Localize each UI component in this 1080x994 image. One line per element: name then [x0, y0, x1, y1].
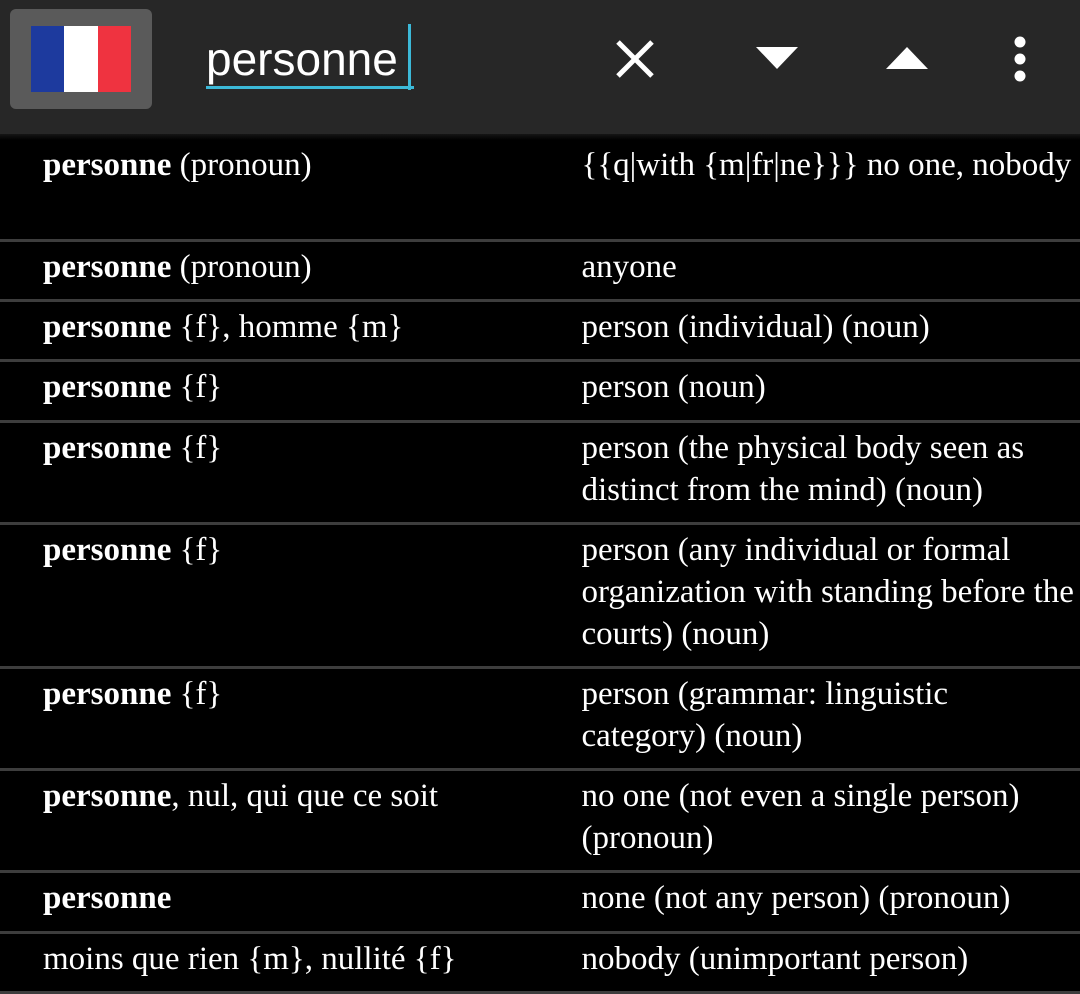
french-term: [0, 144, 539, 239]
english-translation: nobody (unimportant person): [539, 938, 1080, 991]
term-details: , nul, qui que ce soit: [171, 778, 438, 814]
english-translation: person (the physical body seen as distinct from the mind) (noun): [539, 427, 1080, 522]
french-term: [0, 938, 539, 991]
search-input[interactable]: [206, 30, 416, 88]
french-term: [0, 366, 539, 420]
term-details: {f}: [171, 369, 222, 405]
english-translation: person (any individual or formal organization with standing before the courts) (noun): [539, 529, 1080, 666]
results-list: [0, 140, 1080, 994]
chevron-up-icon: [886, 47, 928, 71]
english-translation: none (not any person) (pronoun): [539, 877, 1080, 931]
term-details: {f}, homme {m}: [171, 309, 403, 345]
result-row[interactable]: [0, 140, 1080, 242]
search-underline: [206, 86, 414, 89]
result-row[interactable]: [0, 771, 1080, 873]
matched-term: personne: [43, 430, 171, 466]
result-row[interactable]: [0, 362, 1080, 423]
overflow-menu-button[interactable]: [985, 24, 1055, 94]
french-term: [0, 427, 539, 522]
french-term: [0, 306, 539, 359]
chevron-down-icon: [756, 47, 798, 71]
result-row[interactable]: [0, 525, 1080, 669]
french-term: [0, 529, 539, 666]
language-switch-button[interactable]: [10, 9, 152, 109]
english-translation: anyone: [539, 246, 1080, 299]
top-toolbar: [0, 0, 1080, 134]
clear-search-button[interactable]: [600, 24, 670, 94]
french-term: [0, 673, 539, 768]
matched-term: personne: [43, 309, 171, 345]
english-translation: person (noun): [539, 366, 1080, 420]
english-translation: person (grammar: linguistic category) (noun): [539, 673, 1080, 768]
more-vert-icon: [1013, 36, 1027, 82]
term-details: moins que rien {m}, nullité {f}: [43, 941, 456, 977]
result-row[interactable]: [0, 423, 1080, 525]
search-field[interactable]: [206, 30, 416, 90]
french-term: [0, 775, 539, 870]
matched-term: personne: [43, 249, 171, 285]
result-row[interactable]: [0, 669, 1080, 771]
france-flag-icon: [31, 26, 131, 92]
english-translation: {{q|with {m|fr|ne}}} no one, nobody: [539, 144, 1080, 239]
matched-term: personne: [43, 369, 171, 405]
matched-term: personne: [43, 532, 171, 568]
matched-term: personne: [43, 676, 171, 712]
french-term: [0, 877, 539, 931]
matched-term: personne: [43, 880, 171, 916]
next-result-button[interactable]: [742, 24, 812, 94]
term-details: (pronoun): [171, 147, 311, 183]
previous-result-button[interactable]: [872, 24, 942, 94]
term-details: {f}: [171, 676, 222, 712]
english-translation: person (individual) (noun): [539, 306, 1080, 359]
text-cursor: [408, 24, 411, 90]
french-term: [0, 246, 539, 299]
english-translation: no one (not even a single person) (pronoun): [539, 775, 1080, 870]
term-details: (pronoun): [171, 249, 311, 285]
matched-term: personne: [43, 147, 171, 183]
result-row[interactable]: [0, 242, 1080, 302]
term-details: {f}: [171, 532, 222, 568]
term-details: {f}: [171, 430, 222, 466]
close-icon: [614, 38, 656, 80]
result-row[interactable]: [0, 873, 1080, 934]
matched-term: personne: [43, 778, 171, 814]
result-row[interactable]: [0, 934, 1080, 994]
result-row[interactable]: [0, 302, 1080, 362]
